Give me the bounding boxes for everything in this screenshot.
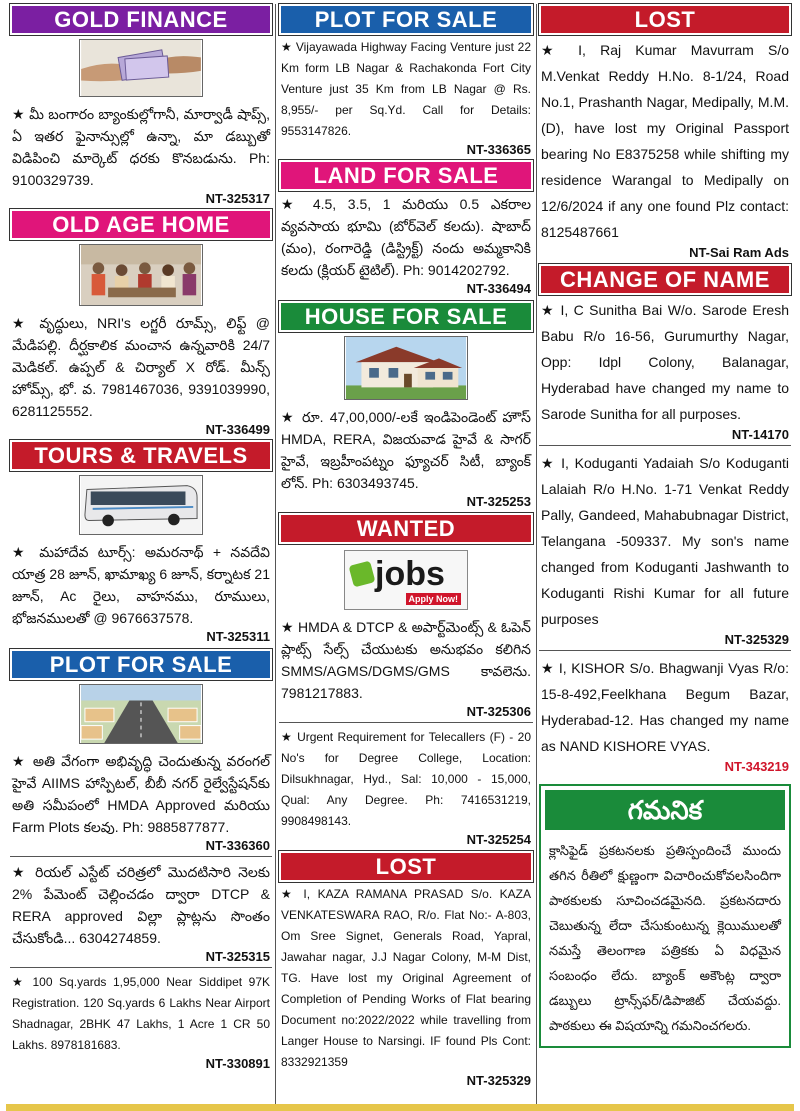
gold-finance-heading: GOLD FINANCE [10,4,272,35]
plot-photo [79,684,203,744]
divider [539,650,791,651]
classifieds-page [6,4,794,1104]
lost-heading: LOST [279,851,533,882]
divider [10,967,272,968]
old-age-home-ad: ★ వృద్ధులు, NRI's లగ్జరీ రూమ్స్, లిఫ్ట్ @ మేడిపల్లి. దీర్ఘకాలిక మంచాన ఉన్నవారికి 24/7 మెడికల్. ఉప్పల్ & చిర్యాల్ X రోడ్. మీన్స్ హోమ్స్, భో. వ. 7981467036, 9391039990, 6281125552. [12,315,270,419]
ad-code: NT-14170 [731,427,789,442]
jobs-logo [344,550,468,610]
column-2 [279,4,533,1104]
ad-code: NT-325253 [466,494,531,509]
ad-code: NT-343219 [724,759,789,774]
ad-code: NT-325317 [205,191,270,206]
siddipet-ad: ★ 100 Sq.yards 1,95,000 Near Siddipet 97K Registration. 120 Sq.yards 6 Lakhs Near Airport Shadnagar, 2BHK 47 Lakhs, 1 Acre 1 CR 50 Lakhs. 8978181683. [12,975,270,1052]
lost-passport-ad: ★ I, Raj Kumar Mavurram S/o M.Venkat Reddy H.No. 8-1/24, Road No.1, Prashanth Nagar, Medipally, M.M.(D), have lost my Original Passport bearing No E8375258 while shifting my residence Warangal to Medipally on 12/6/2024 if any one found Plz contact: 8125487661 [541,42,789,240]
jobs-word: jobs [375,555,445,593]
name-change-ad-1: ★ I, C Sunitha Bai W/o. Sarode Eresh Babu R/o 16-56, Gurumurthy Nagar, Opp: Idpl Colony, Balanagar, Hyderabad have changed my name to Sarode Sunitha for all purposes. [541,302,789,422]
apply-now-badge: Apply Now! [406,593,462,605]
ad-code: NT-336494 [466,281,531,296]
vijayawada-plot-ad: ★ Vijayawada Highway Facing Venture just 22 Km form LB Nagar & Rachakonda Fort City Venture just 35 Km from LB Nagar @ Rs. 8,955/- per Sq.Yd. Call for Details: 9553147826. [281,40,531,138]
column-divider [275,4,276,1104]
divider [10,856,272,857]
telecallers-ad: ★ Urgent Requirement for Telecallers (F) - 20 No's for Degree College, Location: Dilsukhnagar, Hyd., Sal: 10,000 - 15,000, Qual: Any Degree. Ph: 7416531219, 9908498143. [281,730,531,828]
ad-code: NT-336365 [466,142,531,157]
plot-for-sale-heading: PLOT FOR SALE [10,649,272,680]
land-for-sale-heading: LAND FOR SALE [279,160,533,191]
house-for-sale-heading: HOUSE FOR SALE [279,301,533,332]
tours-travels-heading: TOURS & TRAVELS [10,440,272,471]
ad-code: NT-325329 [724,632,789,647]
house-sale-ad: ★ రూ. 47,00,000/-లకే ఇండిపెండెంట్ హౌస్ HMDA, RERA, విజయవాడ హైవే & సాగర్ హైవే, ఇబ్రహీంపట్నం ఫ్యూచర్ సిటీ, బ్యాంక్ లోన్. Ph: 6303493745. [281,409,531,491]
change-of-name-heading: CHANGE OF NAME [539,264,791,295]
plot-for-sale-heading: PLOT FOR SALE [279,4,533,35]
notice-text: క్లాసిఫైడ్ ప్రకటనలకు ప్రతిస్పందించే ముందు తగిన రీతిలో క్షుణ్ణంగా విచారించుకోవలసిందిగా పాఠకులకు సూచించడమైనది. ప్రకటనదారు చెబుతున్న లేదా చేసుకుంటున్న క్లెయిములతో నమస్తే తెలంగాణ పత్రికకు ఏ విధమైన సంబంధం లేదు. బ్యాంక్ అకౌంట్ల ద్వారా డబ్బులు ట్రాన్స్‌ఫర్/డిపాజిట్ చేయవద్దు. పాఠకులు ఈ విషయాన్ని గమనించగలరు. [549,843,781,1033]
land-sale-ad: ★ 4.5, 3.5, 1 మరియు 0.5 ఎకరాల వ్యవసాయ భూమి (బోర్‌వెల్ కలదు). షాబాద్ (మం), రంగారెడ్డి (డిస్ట్రిక్ట్) నందు అమ్మకానికి కలదు (క్లియర్ టైటిల్). Ph: 9014202792. [281,196,531,278]
notice-title: గమనిక [545,790,785,830]
divider [539,445,791,446]
notice-box [539,784,791,1048]
ad-code: NT-325315 [205,949,270,964]
wanted-heading: WANTED [279,513,533,544]
real-estate-ad: ★ రియల్ ఎస్టేట్ చరిత్రలో మొదటిసారి నెలకు 2% పేమెంట్ చెల్లించడం ద్వారా DTCP & RERA approved విల్లా ప్లాట్లను సొంతం చేసుకోండి... 6304274859. [12,864,270,946]
old-age-home-photo [79,244,203,306]
ad-code: NT-Sai Ram Ads [689,245,789,260]
gold-finance-photo [79,39,203,97]
wanted-ad: ★ HMDA & DTCP & అపార్ట్‌మెంట్స్ & ఓపెన్ ప్లాట్స్ సేల్స్ చేయుటకు అనుభవం కలిగిన SMMS/AGMS/DGMS/GMS కావలెను. 7981217883. [281,619,531,701]
bottom-strip [6,1104,794,1111]
lost-agreement-ad: ★ I, KAZA RAMANA PRASAD S/o. KAZA VENKATESWARA RAO, R/o. Flat No:- A-803, Om Sree Signet, Generals Road, Yapral, Jawahar nagar, J.J Nagar Colony, M-M Dist, TG. Have lost my Original Agreement of Completion of Pending Works of Flat bearing Document no:2022/2022 while travelling from Langer House to Narsingi. IF found Pls Cont: 8332921359 [281,887,531,1069]
bus-photo [79,475,203,535]
tours-ad: ★ మహాదేవ టూర్స్: అమరనాథ్ + నవదేవి యాత్ర 28 జూన్, ఖామాఖ్య 6 జూన్, కర్నాటక 21 జూన్, Ac రైలు, వాహనము, రూములు, భోజనములతో @ 9676637578. [12,544,270,626]
house-photo [344,336,468,400]
lost-heading: LOST [539,4,791,35]
ad-code: NT-330891 [205,1056,270,1071]
ad-code: NT-336499 [205,422,270,437]
column-1 [10,4,272,1104]
jobs-logo-icon [349,561,376,588]
ad-code: NT-325311 [206,629,270,644]
name-change-ad-3: ★ I, KISHOR S/o. Bhagwanji Vyas R/o: 15-8-492,Feelkhana Begum Bazar, Hyderabad-12. Has changed my name as NAND KISHORE VYAS. [541,660,789,754]
ad-code: NT-336360 [205,838,270,853]
old-age-home-heading: OLD AGE HOME [10,209,272,240]
column-divider [536,4,537,1104]
divider [279,722,533,723]
gold-finance-ad: ★ మీ బంగారం బ్యాంకుల్లోగానీ, మార్వాడీ షాప్స్, ఏ ఇతర ఫైనాన్సుల్లో ఉన్నా, మా డబ్బుతో విడిపించి మార్కెట్ ధరకు కొనబడును. Ph: 9100329739. [12,106,270,188]
plot-sale-ad: ★ అతి వేగంగా అభివృద్ధి చెందుతున్న వరంగల్ హైవే AIIMS హాస్పిటల్, బీబీ నగర్ రైల్వేస్టేషన్‌కు అతి సమీపంలో HMDA Approved మరియు Farm Plots కలవు. Ph: 9885877877. [12,753,270,835]
ad-code: NT-325329 [466,1073,531,1088]
column-3 [539,4,791,1104]
ad-code: NT-325254 [466,832,531,847]
ad-code: NT-325306 [466,704,531,719]
name-change-ad-2: ★ I, Koduganti Yadaiah S/o Koduganti Lalaiah R/o H.No. 1-71 Venkat Reddy Pally, Gandeed, Mahabubnagar District, Telangana -509337. My son's name changed from Koduganti Jashwanth to Koduganti Rishi Kumar for all future purposes [541,455,789,627]
